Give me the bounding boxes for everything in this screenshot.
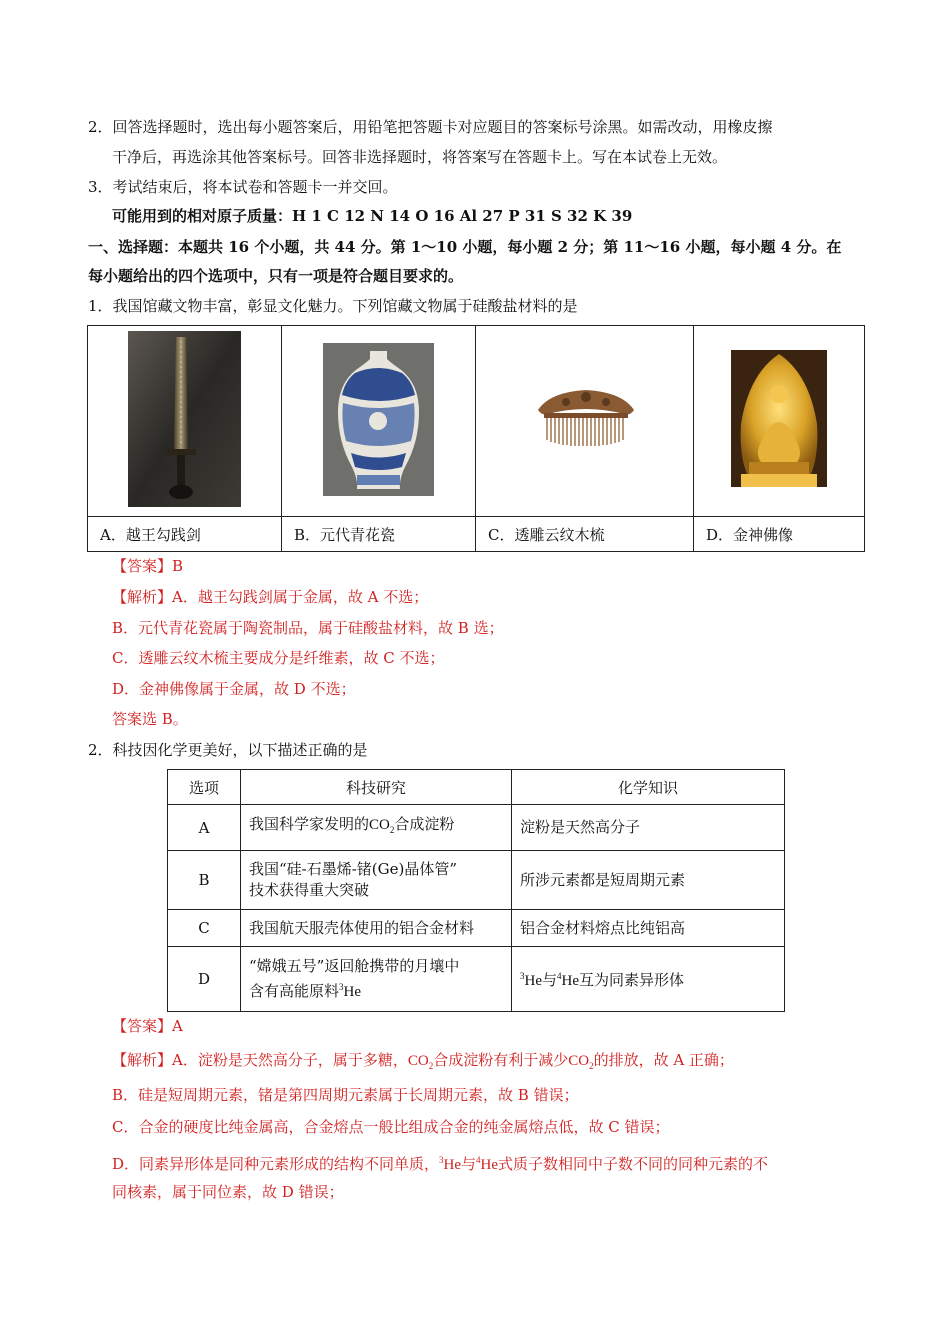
- q1-option-b: B．元代青花瓷: [282, 517, 476, 552]
- he-symbol: He: [443, 1157, 462, 1173]
- q2-analysis-a-text1: A．淀粉是天然高分子，属于多糖，: [172, 1051, 408, 1069]
- q2-row-d-research: [241, 947, 512, 1012]
- mass-number-3: 3: [439, 1155, 444, 1165]
- q2-analysis-tag: 【解析】: [112, 1051, 173, 1069]
- he3-symbol: [339, 981, 362, 1000]
- q2-row-d-research-line2: [249, 977, 503, 1003]
- q2-header-knowledge: 化学知识: [512, 770, 785, 805]
- q1-option-a: A．越王勾践剑: [88, 517, 282, 552]
- q2-analysis-b: B．硅是短周期元素，锗是第四周期元素属于长周期元素，故 B 错误；: [112, 1086, 579, 1104]
- q2-row-d: [168, 947, 785, 1012]
- q1-option-c: C．透雕云纹木梳: [476, 517, 694, 552]
- q2-header-row: [168, 770, 785, 805]
- he3-symbol: [439, 1157, 461, 1173]
- q2-analysis-d-line2: 同核素，属于同位素，故 D 错误；: [112, 1183, 344, 1201]
- q2-header-option: 选项: [168, 770, 241, 805]
- co2-formula: [568, 1053, 593, 1069]
- q2-row-b-research-line1: 我国“硅-石墨烯-锗(Ge)晶体管”: [249, 860, 458, 878]
- q2-analysis-d-and: 与: [461, 1155, 477, 1173]
- wooden-comb-image: [532, 388, 640, 450]
- he4-symbol: [476, 1157, 498, 1173]
- q2-stem: 2．科技因化学更美好，以下描述正确的是: [88, 741, 368, 759]
- he-symbol: He: [480, 1157, 499, 1173]
- q2-row-c: [168, 910, 785, 947]
- co2-formula: [408, 1053, 433, 1069]
- he-symbol: He: [343, 983, 362, 1000]
- q2-row-d-option: D: [168, 947, 241, 1012]
- q1-analysis-d: D．金神佛像属于金属，故 D 不选；: [112, 680, 356, 698]
- q2-row-c-option: C: [168, 910, 241, 947]
- subscript-2: 2: [428, 1061, 434, 1071]
- q2-row-d-research-text: 含有高能原料: [249, 981, 340, 1000]
- q1-analysis-a-text: A．越王勾践剑属于金属，故 A 不选；: [172, 588, 429, 606]
- q2-row-b-research: [241, 851, 512, 910]
- q1-option-d: D．金神佛像: [694, 517, 865, 552]
- q2-row-a-research-text1: 我国科学家发明的: [249, 815, 370, 833]
- q1-image-cell-a: [88, 326, 282, 517]
- mass-number-4: 4: [557, 971, 562, 981]
- q2-row-c-knowledge: 铝合金材料熔点比纯铝高: [512, 910, 785, 947]
- q1-image-cell-b: [282, 326, 476, 517]
- q1-image-cell-c: [476, 326, 694, 517]
- q2-row-c-research: 我国航天服壳体使用的铝合金材料: [241, 910, 512, 947]
- q2-analysis-d-text1: D．同素异形体是同种元素形成的结构不同单质，: [112, 1155, 440, 1173]
- co-symbol: CO: [568, 1053, 590, 1069]
- section-heading-line1: 一、选择题：本题共 16 个小题，共 44 分。第 1～10 小题，每小题 2 分；第 11～16 小题，每小题 4 分。在: [88, 238, 842, 256]
- q2-header-research: 科技研究: [241, 770, 512, 805]
- instruction-2-line2: 干净后，再选涂其他答案标号。回答非选择题时，将答案写在答题卡上。写在本试卷上无效。: [112, 148, 728, 166]
- he-symbol: He: [524, 973, 542, 989]
- he3-symbol-knowledge: [520, 973, 542, 989]
- mass-number-4: 4: [476, 1155, 481, 1165]
- q2-analysis-a-text2: 合成淀粉有利于减少: [433, 1051, 569, 1069]
- q2-answer: 【答案】A: [112, 1017, 183, 1035]
- q2-row-a: [168, 805, 785, 851]
- q1-analysis-a: [112, 587, 428, 607]
- q2-analysis-a-text3: 的排放，故 A 正确；: [593, 1051, 734, 1069]
- co-symbol: CO: [369, 817, 390, 833]
- he-symbol: He: [561, 973, 580, 989]
- q2-table: [167, 769, 785, 1012]
- q2-row-b-research-line2: 技术获得重大突破: [249, 881, 370, 899]
- q1-analysis-b: B．元代青花瓷属于陶瓷制品，属于硅酸盐材料，故 B 选；: [112, 619, 504, 637]
- q1-analysis-c: C．透雕云纹木梳主要成分是纤维素，故 C 不选；: [112, 649, 445, 667]
- co-symbol: CO: [407, 1053, 429, 1069]
- q2-analysis-a: [112, 1050, 734, 1076]
- co2-formula: [369, 817, 394, 833]
- mass-number-3: 3: [520, 971, 525, 981]
- subscript-2: 2: [589, 1061, 594, 1071]
- subscript-2: 2: [389, 825, 395, 835]
- q2-row-d-research-line1: “嫦娥五号”返回舱携带的月壤中: [249, 956, 460, 975]
- q2-row-a-option: A: [168, 805, 241, 851]
- q2-row-b-option: B: [168, 851, 241, 910]
- q2-row-a-knowledge: 淀粉是天然高分子: [512, 805, 785, 851]
- q1-analysis-tag: 【解析】: [112, 588, 173, 606]
- q2-analysis-c: C．合金的硬度比纯金属高，合金熔点一般比组成合金的纯金属熔点低，故 C 错误；: [112, 1118, 670, 1136]
- blue-white-porcelain-image: [323, 343, 434, 496]
- instruction-2-line1: 2．回答选择题时，选出每小题答案后，用铅笔把答题卡对应题目的答案标号涂黑。如需改动，用橡皮擦: [88, 118, 773, 136]
- section-heading-line2: 每小题给出的四个选项中，只有一项是符合题目要求的。: [88, 267, 464, 285]
- mass-number-3: 3: [339, 981, 344, 992]
- q2-row-d-knowledge-text: 互为同素异形体: [579, 971, 685, 989]
- q2-analysis-d: [112, 1150, 768, 1175]
- q2-analysis-d-text2: 式质子数相同中子数不同的同种元素的不: [498, 1155, 769, 1173]
- bronze-sword-image: [128, 331, 241, 507]
- q2-row-b: [168, 851, 785, 910]
- q2-row-a-research: [241, 805, 512, 851]
- q2-row-d-knowledge: [512, 947, 785, 1012]
- q1-options-table: [87, 325, 865, 552]
- golden-buddha-image: [731, 350, 827, 487]
- q1-answer: 【答案】B: [112, 557, 184, 575]
- atomic-mass-line: 可能用到的相对原子质量：H 1 C 12 N 14 O 16 Al 27 P 31 S 32 K 39: [112, 207, 633, 225]
- q2-row-d-and: 与: [542, 971, 558, 989]
- q1-analysis-conclusion: 答案选 B。: [112, 710, 188, 728]
- q1-image-cell-d: [694, 326, 865, 517]
- q2-row-b-knowledge: 所涉元素都是短周期元素: [512, 851, 785, 910]
- q1-stem: 1．我国馆藏文物丰富，彰显文化魅力。下列馆藏文物属于硅酸盐材料的是: [88, 297, 578, 315]
- q2-row-a-research-text2: 合成淀粉: [394, 815, 455, 833]
- he4-symbol-knowledge: [557, 973, 579, 989]
- instruction-3: 3．考试结束后，将本试卷和答题卡一并交回。: [88, 178, 398, 196]
